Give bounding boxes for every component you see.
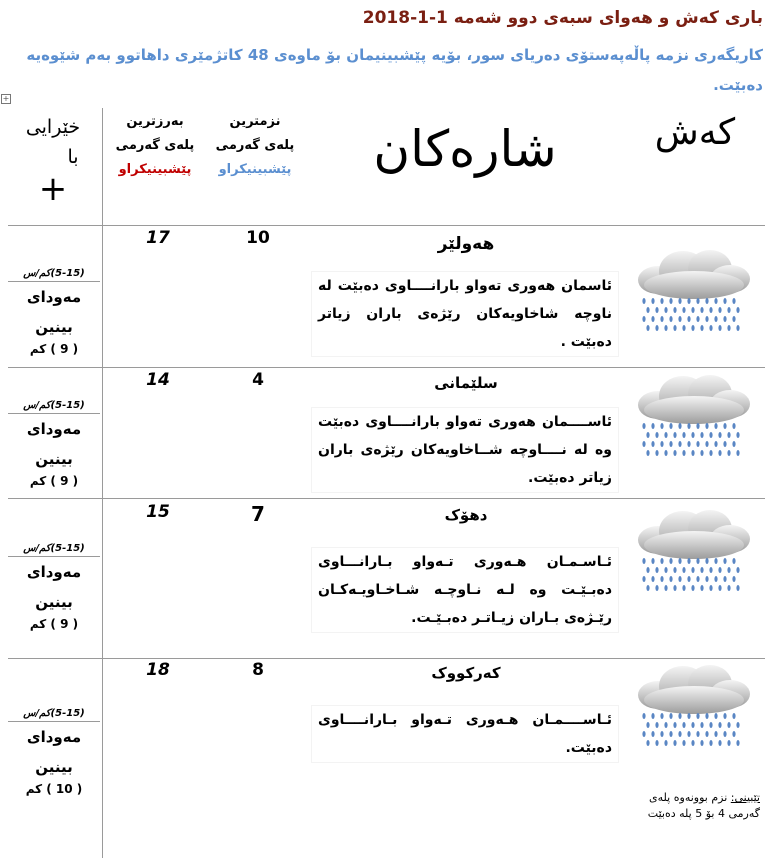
page-subtitle: کاریگەری نزمە پاڵەپەستۆی دەریای سور، بۆیە پێشبینیمان بۆ ماوەی 48 کاتژمێری داهاتوو بەم شێوەیە دەبێت. (26, 46, 763, 94)
visibility-label2: بینین (35, 593, 73, 611)
city-name: دهۆک (444, 506, 488, 524)
city-name: هەولێر (437, 234, 495, 254)
weather-description: ئاســــمان هەوری تەواو بارانــــاوی دەبێت وە لە نــــاوچە شــاخاویەکان رێژەی باران زیاتر دەبێت. (312, 408, 618, 492)
rain-cloud-icon (628, 370, 758, 460)
note (620, 790, 760, 822)
plus-icon: + (38, 169, 68, 209)
header-min-temp (205, 110, 305, 182)
divider (8, 658, 765, 659)
divider (8, 367, 765, 368)
visibility-label1: مەودای (26, 420, 82, 438)
header-min-forecast: پێشبینیکراو (218, 162, 292, 177)
visibility-value: ( 9 ) کم (29, 474, 79, 488)
wind-speed: (5-15)کم/س (8, 400, 100, 414)
city-name: سلێمانی (434, 374, 498, 392)
weather-description: ئاسمان هەوری تەواو بارانــــاوی دەبێت لە ناوچە شاخاویەکان رێژەی باران زیاتر دەبێت . (312, 272, 618, 356)
header-wind-line1: خێرایی (25, 116, 81, 138)
min-temp: 7 (251, 502, 265, 526)
rain-cloud-icon (628, 505, 758, 595)
max-temp: 15 (146, 502, 170, 522)
header-cities: شارەکان (373, 120, 557, 178)
header-max-temp (105, 110, 205, 182)
visibility-label1: مەودای (26, 288, 82, 306)
visibility-label2: بینین (35, 758, 73, 776)
wind-visibility (8, 268, 100, 356)
header-max-line2: پلەی گەرمی (115, 138, 195, 153)
rain-cloud-icon (628, 660, 758, 750)
weather-description: ئـاسـمـان هـەوری تـەواو بـارانـــاوی دەبـێـت وە لـە نـاوچـە شـاخـاویـەکـان رێـژەی بـاران زیـاتـر دەبـێـت. (312, 548, 618, 632)
page-title: باری کەش و هەوای سبەی دوو شەمە 1-1-2018 (362, 8, 763, 28)
header-min-line1: نزمترین (229, 114, 281, 129)
divider (8, 225, 765, 226)
wind-speed: (5-15)کم/س (8, 543, 100, 557)
city-name: کەرکووک (431, 664, 501, 682)
note-label: تێبینی: (730, 791, 760, 804)
note-text: نزم بوونەوە پلەی گەرمی 4 بۆ 5 پلە دەبێت (647, 791, 760, 820)
max-temp: 14 (146, 370, 170, 390)
divider (102, 108, 103, 858)
header-max-forecast: پێشبینیکراو (118, 162, 192, 177)
table-move-handle[interactable]: + (2, 94, 10, 103)
wind-visibility (8, 708, 100, 796)
min-temp: 8 (252, 660, 264, 680)
min-temp: 4 (252, 370, 264, 390)
wind-speed: (5-15)کم/س (8, 708, 100, 722)
weather-description: ئـاســــمـان هـەوری تـەواو بـارانــــاوی دەبێت. (312, 706, 618, 762)
wind-speed: (5-15)کم/س (8, 268, 100, 282)
wind-visibility (8, 400, 100, 488)
visibility-label1: مەودای (26, 563, 82, 581)
max-temp: 18 (146, 660, 170, 680)
header-min-line2: پلەی گەرمی (215, 138, 295, 153)
min-temp: 10 (246, 228, 270, 248)
visibility-label2: بینین (35, 318, 73, 336)
visibility-value: ( 9 ) کم (29, 342, 79, 356)
visibility-label1: مەودای (26, 728, 82, 746)
wind-visibility (8, 543, 100, 631)
header-weather: کەش (654, 112, 736, 153)
max-temp: 17 (146, 228, 170, 248)
visibility-label2: بینین (35, 450, 73, 468)
header-wind (8, 112, 98, 209)
visibility-value: ( 10 ) کم (25, 782, 83, 796)
divider (8, 498, 765, 499)
rain-cloud-icon (628, 245, 758, 335)
header-max-line1: بەرزترین (126, 114, 184, 129)
visibility-value: ( 9 ) کم (29, 617, 79, 631)
header-wind-line2: با (67, 146, 79, 168)
